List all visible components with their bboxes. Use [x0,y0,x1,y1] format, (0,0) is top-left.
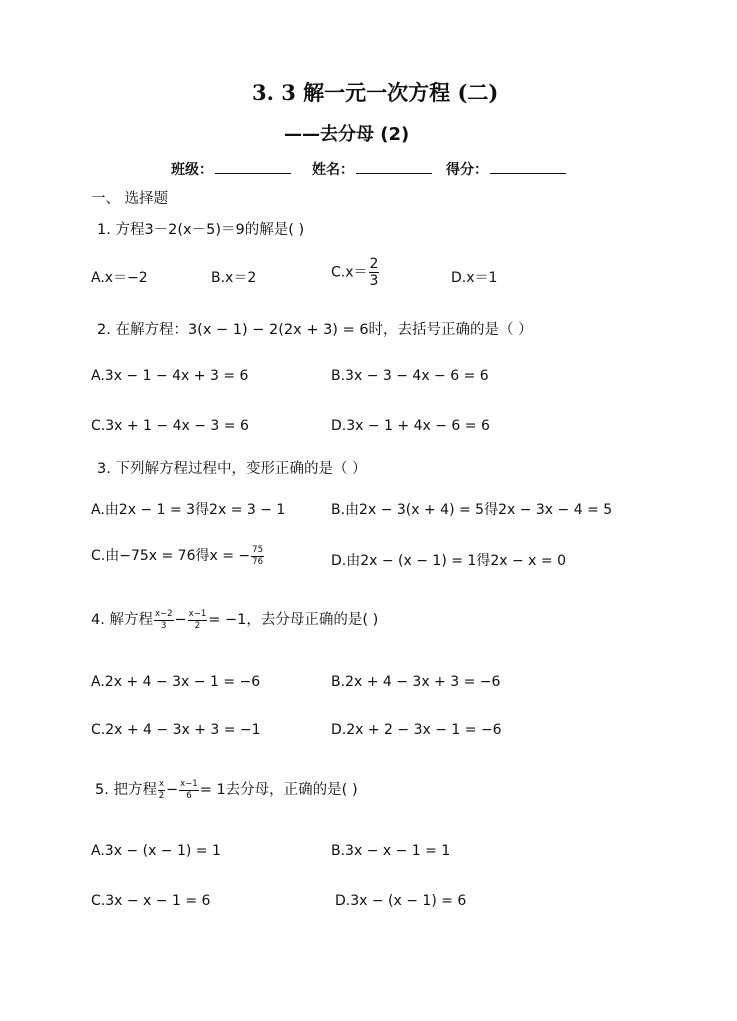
q4-stem [91,608,378,630]
class-field [171,159,291,179]
page-subtitle: ——去分母 (2) [284,124,410,145]
name-blank[interactable] [356,161,432,174]
q1-option-c[interactable] [331,257,380,288]
class-blank[interactable] [215,161,291,174]
fraction-numerator: x−1 [180,779,198,789]
fraction-numerator: x−2 [154,609,173,619]
q5-fraction-2 [179,780,199,800]
q5-stem [95,778,358,800]
q3-option-c-label: C.由−75x = 76得x = − [91,548,251,564]
q5-option-c[interactable]: C.3x − x − 1 = 6 [91,893,211,909]
q4-option-a[interactable]: A.2x + 4 − 3x − 1 = −6 [91,674,261,690]
q4-fraction-2 [188,610,208,630]
q5-option-b[interactable]: B.3x − x − 1 = 1 [331,843,451,859]
fraction-numerator: x−1 [188,609,207,619]
q2-option-b[interactable]: B.3x − 3 − 4x − 6 = 6 [331,368,489,384]
name-field [312,159,432,179]
q3-stem: 3. 下列解方程过程中，变形正确的是（ ） [97,461,367,477]
q4-option-c[interactable]: C.2x + 4 − 3x + 3 = −1 [91,722,261,738]
q3-option-c[interactable] [91,545,265,566]
q1-stem: 1. 方程3－2(x－5)＝9的解是( ) [97,222,305,238]
fraction-numerator: 2 [369,256,379,272]
fraction-denominator: 2 [194,620,201,631]
q2-option-c[interactable]: C.3x + 1 − 4x − 3 = 6 [91,418,249,434]
q1-option-c-label: C.x＝ [331,264,368,281]
q4-stem-prefix: 4. 解方程 [91,612,153,628]
q5-option-a[interactable]: A.3x − (x − 1) = 1 [91,843,221,859]
page-title: 3. 3 解一元一次方程 (二) [252,80,499,105]
q4-minus: − [174,612,187,628]
q4-stem-suffix: = −1，去分母正确的是( ) [208,612,379,628]
q3-option-c-fraction [251,546,264,566]
q1-option-d[interactable]: D.x＝1 [451,270,498,286]
name-label: 姓名： [312,162,354,178]
q2-stem: 2. 在解方程：3(x − 1) − 2(2x + 3) = 6时，去括号正确的是（ ） [97,322,533,338]
fraction-numerator: x [158,779,164,789]
q5-option-d[interactable]: D.3x − (x − 1) = 6 [335,893,467,909]
fraction-denominator: 3 [369,273,379,289]
fraction-numerator: 75 [252,545,263,555]
fraction-denominator: 76 [252,556,263,567]
q3-option-a[interactable]: A.由2x − 1 = 3得2x = 3 − 1 [91,502,286,518]
q1-option-a[interactable]: A.x＝−2 [91,270,148,286]
score-label: 得分： [446,162,488,178]
q1-option-b[interactable]: B.x＝2 [211,270,257,286]
q4-option-d[interactable]: D.2x + 2 − 3x − 1 = −6 [331,722,502,738]
class-label: 班级： [171,162,213,178]
q2-option-d[interactable]: D.3x − 1 + 4x − 6 = 6 [331,418,490,434]
fraction-denominator: 2 [158,790,165,801]
q5-stem-prefix: 5. 把方程 [95,782,157,798]
q1-option-c-fraction [369,257,380,288]
q4-option-b[interactable]: B.2x + 4 − 3x + 3 = −6 [331,674,501,690]
score-blank[interactable] [490,161,566,174]
q2-option-a[interactable]: A.3x − 1 − 4x + 3 = 6 [91,368,249,384]
fraction-denominator: 3 [161,620,167,631]
q4-fraction-1 [154,610,174,630]
q5-fraction-1 [158,780,165,800]
q5-stem-suffix: = 1去分母，正确的是( ) [199,782,358,798]
fraction-denominator: 6 [186,790,192,801]
q3-option-d[interactable]: D.由2x − (x − 1) = 1得2x − x = 0 [331,553,566,569]
section-title: 一、 选择题 [91,191,169,207]
score-field [446,159,566,179]
q3-option-b[interactable]: B.由2x − 3(x + 4) = 5得2x − 3x − 4 = 5 [331,502,613,518]
q5-minus: − [165,782,179,798]
